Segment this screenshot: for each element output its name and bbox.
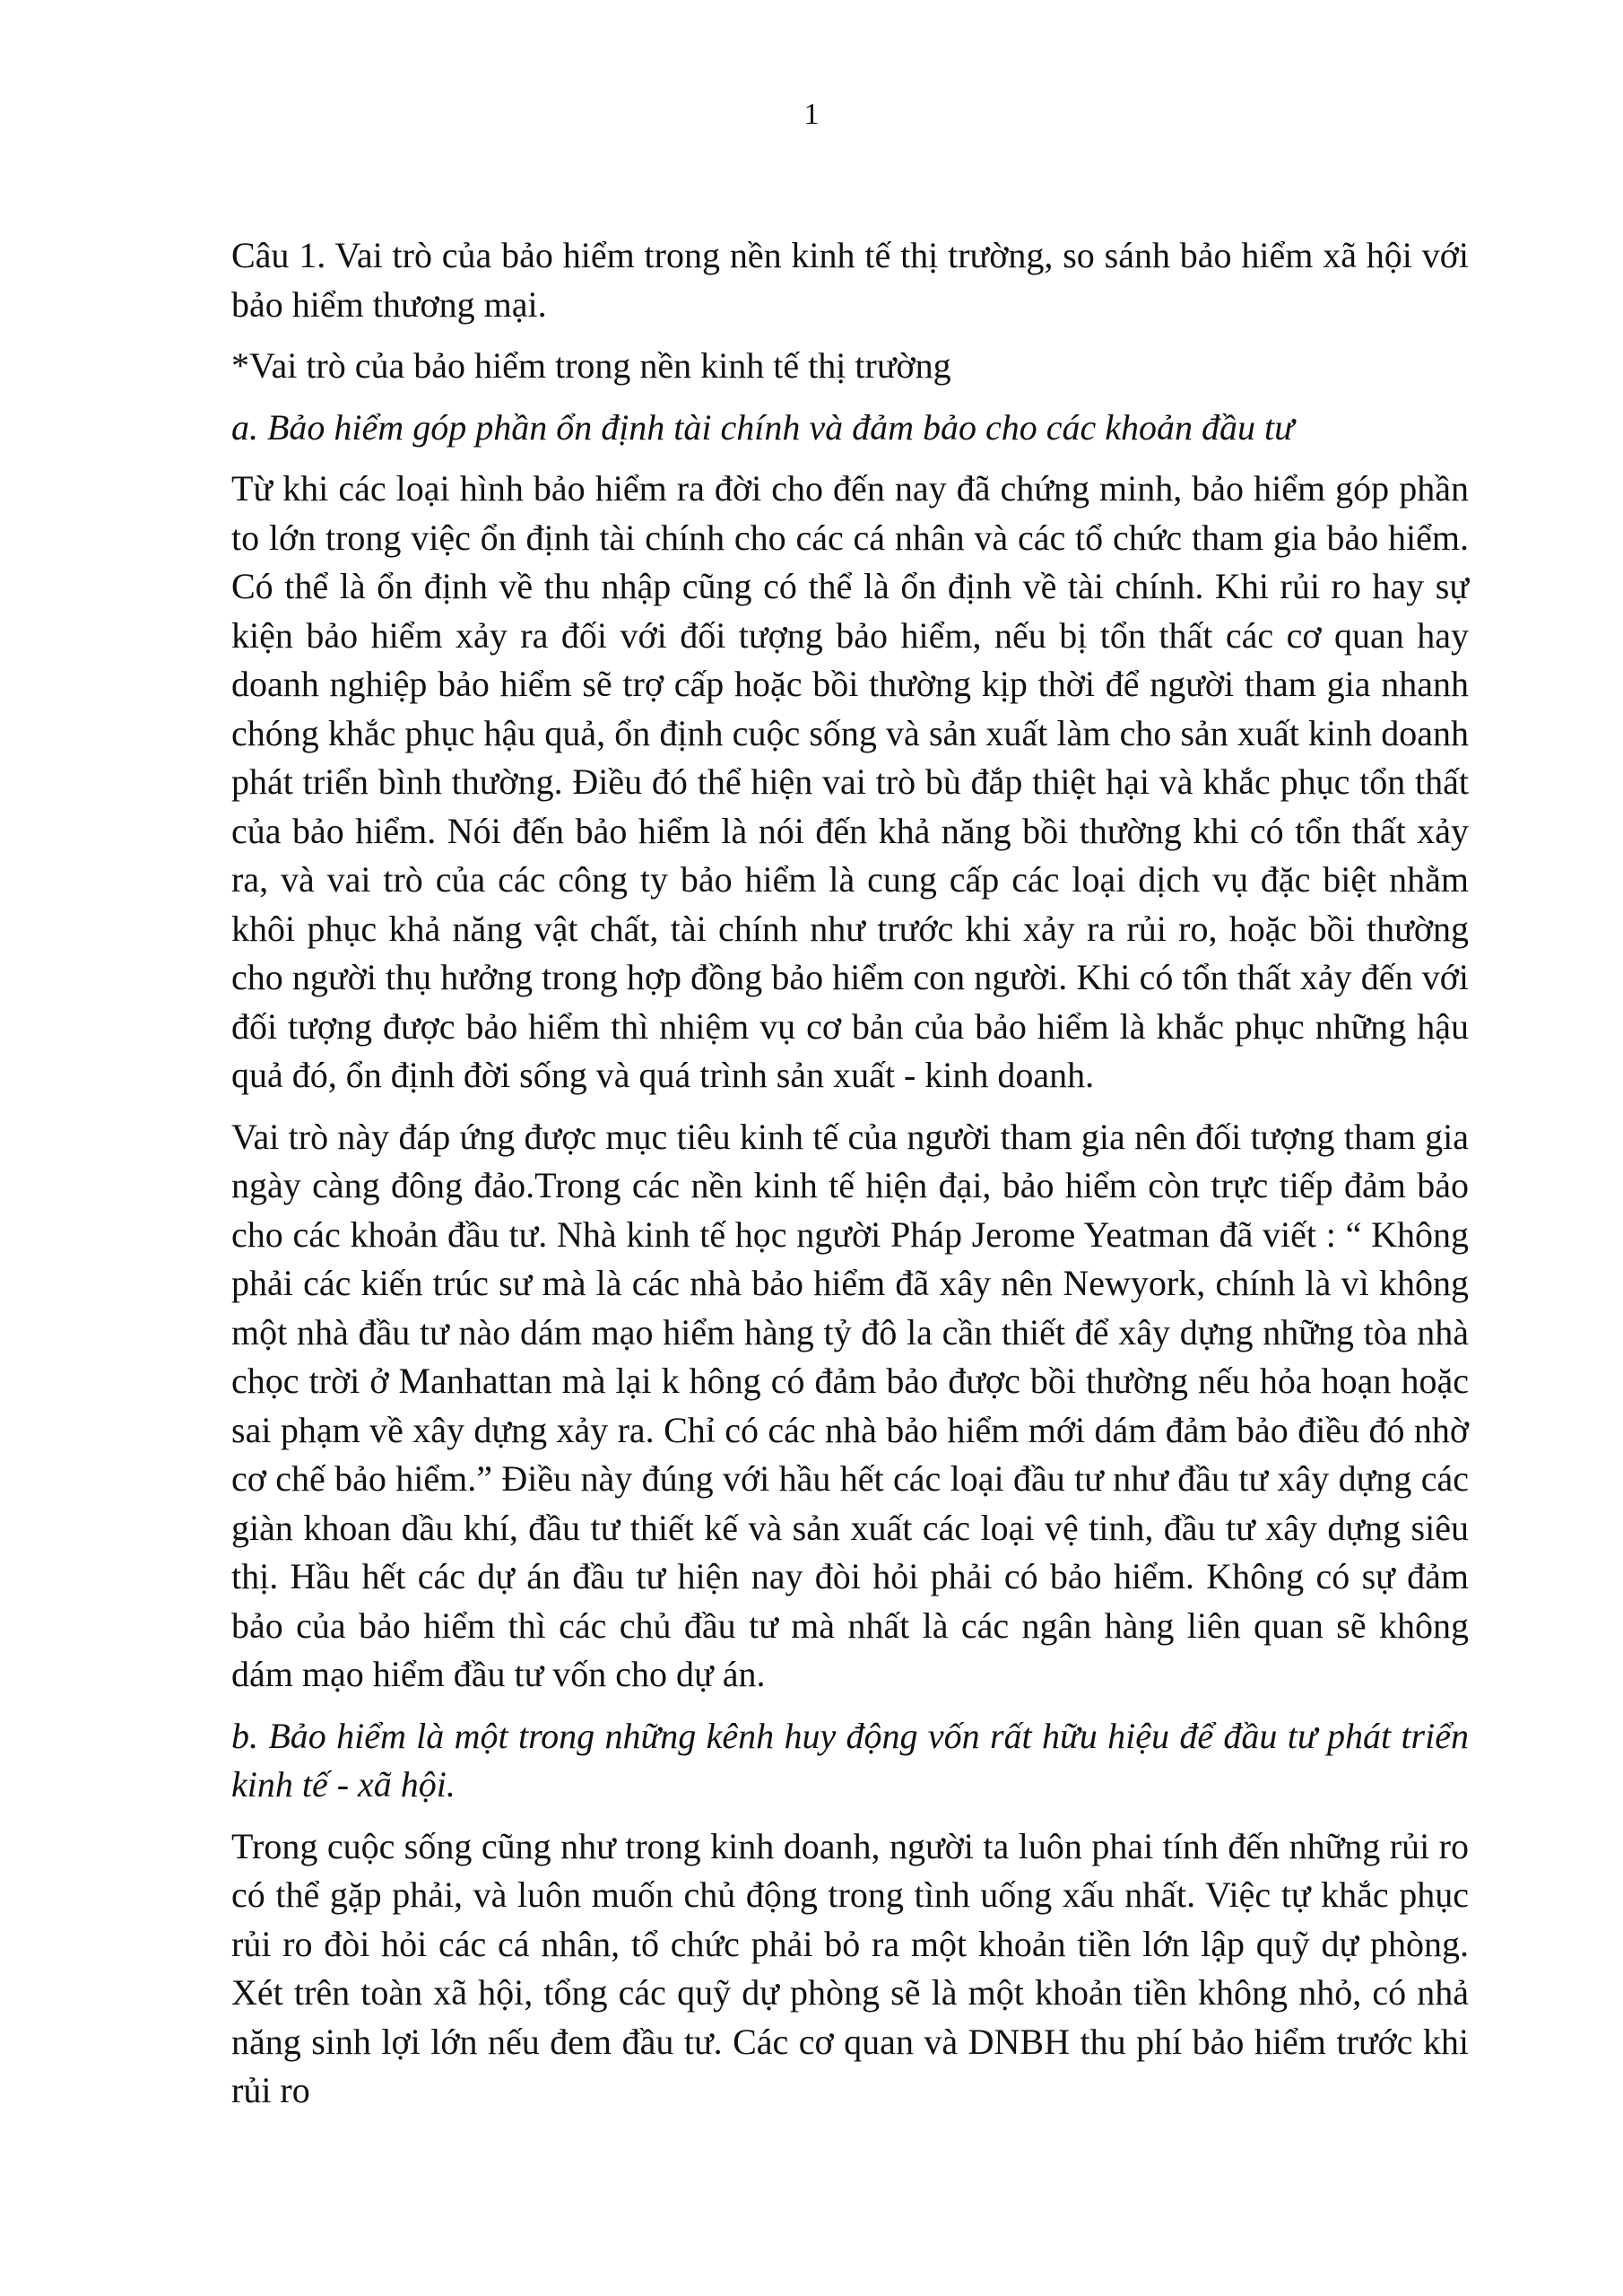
paragraph-a1: Từ khi các loại hình bảo hiểm ra đời cho đến nay đã chứng minh, bảo hiểm góp phần to lớn trong việc ổn định tài chính cho các cá nhân và các tổ chức tham gia bảo hiểm. Có thể là ổn định về thu nhập cũng có thể là ổn định về tài chính. Khi rủi ro hay sự kiện bảo hiểm xảy ra đối với đối tượng bảo hiểm, nếu bị tổn thất các cơ quan hay doanh nghiệp bảo hiểm sẽ trợ cấp hoặc bồi thường kịp thời để người tham gia nhanh chóng khắc phục hậu quả, ổn định cuộc sống và sản xuất làm cho sản xuất kinh doanh phát triển bình thường. Điều đó thể hiện vai trò bù đắp thiệt hại và khắc phục tổn thất của bảo hiểm. Nói đến bảo hiểm là nói đến khả năng bồi thường khi có tổn thất xảy ra, và vai trò của các công ty bảo hiểm là cung cấp các loại dịch vụ đặc biệt nhằm khôi phục khả năng vật chất, tài chính như trước khi xảy ra rủi ro, hoặc bồi thường cho người thụ hưởng trong hợp đồng bảo hiểm con người. Khi có tổn thất xảy đến với đối tượng được bảo hiểm thì nhiệm vụ cơ bản của bảo hiểm là khắc phục những hậu quả đó, ổn định đời sống và quá trình sản xuất - kinh doanh. (231, 468, 1469, 1095)
subsection-a-title: a. Bảo hiểm góp phần ổn định tài chính và đảm bảo cho các khoản đầu tư (231, 406, 1294, 448)
section-heading: *Vai trò của bảo hiểm trong nền kinh tế thị trường (231, 345, 951, 386)
document-body (231, 231, 1469, 2128)
paragraph-a2: Vai trò này đáp ứng được mục tiêu kinh tế của người tham gia nên đối tượng tham gia ngày càng đông đảo.Trong các nền kinh tế hiện đại, bảo hiểm còn trực tiếp đảm bảo cho các khoản đầu tư. Nhà kinh tế học người Pháp Jerome Yeatman đã viết : “ Không phải các kiến trúc sư mà là các nhà bảo hiểm đã xây nên Newyork, chính là vì không một nhà đầu tư nào dám mạo hiểm hàng tỷ đô la cần thiết để xây dựng những tòa nhà chọc trời ở Manhattan mà lại k hông có đảm bảo được bồi thường nếu hỏa hoạn hoặc sai phạm về xây dựng xảy ra. Chỉ có các nhà bảo hiểm mới dám đảm bảo điều đó nhờ cơ chế bảo hiểm.” Điều này đúng với hầu hết các loại đầu tư như đầu tư xây dựng các giàn khoan dầu khí, đầu tư thiết kế và sản xuất các loại vệ tinh, đầu tư xây dựng siêu thị. Hầu hết các dự án đầu tư hiện nay đòi hỏi phải có bảo hiểm. Không có sự đảm bảo của bảo hiểm thì các chủ đầu tư mà nhất là các ngân hàng liên quan sẽ không dám mạo hiểm đầu tư vốn cho dự án. (231, 1116, 1469, 1694)
subsection-b-title: b. Bảo hiểm là một trong những kênh huy động vốn rất hữu hiệu để đầu tư phát triển kinh tế - xã hội. (231, 1715, 1469, 1805)
paragraph-b1: Trong cuộc sống cũng như trong kinh doanh, người ta luôn phai tính đến những rủi ro có thể gặp phải, và luôn muốn chủ động trong tình uống xấu nhất. Việc tự khắc phục rủi ro đòi hỏi các cá nhân, tổ chức phải bỏ ra một khoản tiền lớn lập quỹ dự phòng. Xét trên toàn xã hội, tổng các quỹ dự phòng sẽ là một khoản tiền không nhỏ, có nhả năng sinh lợi lớn nếu đem đầu tư. Các cơ quan và DNBH thu phí bảo hiểm trước khi rủi ro (231, 1825, 1469, 2110)
page-number: 1 (803, 98, 820, 131)
question-title: Câu 1. Vai trò của bảo hiểm trong nền kinh tế thị trường, so sánh bảo hiểm xã hội với bảo hiểm thương mại. (231, 235, 1469, 325)
